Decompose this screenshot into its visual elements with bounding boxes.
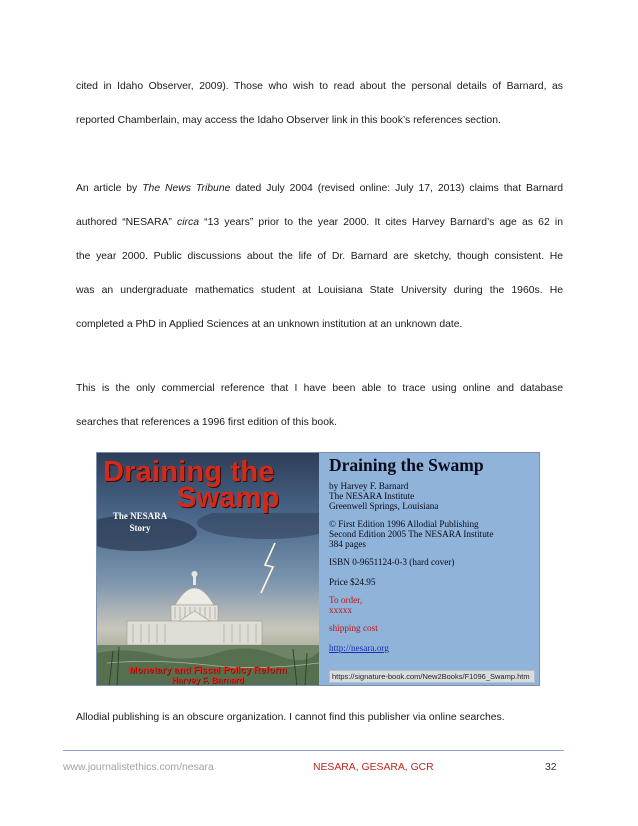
book-edition-1: © First Edition 1996 Allodial Publishing bbox=[329, 519, 479, 529]
order-placeholder: xxxxx bbox=[329, 605, 352, 615]
book-listing-figure bbox=[96, 452, 540, 686]
book-institute: The NESARA Institute bbox=[329, 491, 415, 501]
shipping-label: shipping cost bbox=[329, 623, 378, 633]
book-cover bbox=[97, 453, 319, 686]
paragraph-line: searches that references a 1996 first edition of this book. bbox=[76, 417, 338, 428]
book-title: Draining the Swamp bbox=[329, 455, 484, 475]
cover-footer-line-1: Monetary and Fiscal Policy Reform bbox=[129, 665, 287, 676]
footer-title: NESARA, GESARA, GCR bbox=[313, 762, 434, 773]
paragraph-4: Allodial publishing is an obscure organization. I cannot find this publisher via online searches. bbox=[76, 712, 505, 723]
capitol-illustration bbox=[97, 513, 319, 686]
paragraph-line: This is the only commercial reference that I have been able to trace using online and database bbox=[76, 383, 563, 394]
paragraph-line: completed a PhD in Applied Sciences at an unknown institution at an unknown date. bbox=[76, 319, 463, 330]
book-info-panel bbox=[319, 453, 540, 686]
cover-subtitle-line-2: Story bbox=[129, 523, 151, 533]
paragraph-1 bbox=[76, 80, 563, 127]
book-author: by Harvey F. Barnard bbox=[329, 481, 409, 491]
text-run: authored “NESARA” bbox=[76, 217, 178, 228]
paragraph-line: the year 2000. Public discussions about the life of Dr. Barnard are sketchy, though consistent. He bbox=[76, 251, 563, 262]
text-run: An article by bbox=[76, 183, 143, 194]
footer-url: www.journalistethics.com/nesara bbox=[63, 762, 214, 773]
text-run: “13 years” prior to the year 2000. It cites Harvey Barnard’s age as 62 in bbox=[199, 217, 563, 228]
footer-divider bbox=[63, 750, 564, 751]
book-isbn: ISBN 0-9651124-0-3 (hard cover) bbox=[329, 557, 455, 567]
order-label: To order, bbox=[329, 595, 363, 605]
paragraph-line bbox=[76, 216, 563, 229]
publication-name: The News Tribune bbox=[142, 183, 231, 194]
book-edition-2: Second Edition 2005 The NESARA Institute bbox=[329, 529, 494, 539]
nesara-link[interactable]: http://nesara.org bbox=[329, 643, 389, 653]
page-number: 32 bbox=[545, 762, 557, 773]
text-run: dated July 2004 (revised online: July 17, 2013) claims that Barnard bbox=[230, 183, 563, 194]
paragraph-2 bbox=[76, 182, 563, 331]
paragraph-line: reported Chamberlain, may access the Idaho Observer link in this book’s references section. bbox=[76, 115, 501, 126]
source-url-bar: https://signature-book.com/New2Books/F1096_Swamp.htm bbox=[329, 670, 535, 683]
cover-subtitle-line-1: The NESARA bbox=[112, 511, 168, 521]
book-pages: 384 pages bbox=[329, 539, 366, 549]
paragraph-3 bbox=[76, 382, 563, 429]
paragraph-line: was an undergraduate mathematics student at Louisiana State University during the 1960s. He bbox=[76, 285, 563, 296]
cover-title-line-2: Swamp bbox=[177, 482, 280, 514]
cover-title-line-1: Draining the bbox=[103, 456, 275, 488]
italic-term: circa bbox=[177, 217, 199, 228]
cover-author: Harvey F. Barnard bbox=[171, 675, 245, 685]
paragraph-line bbox=[76, 182, 563, 195]
paragraph-line: cited in Idaho Observer, 2009). Those who wish to read about the personal details of Barnard, as bbox=[76, 81, 563, 92]
book-location: Greenwell Springs, Louisiana bbox=[329, 501, 439, 511]
book-price: Price $24.95 bbox=[329, 577, 376, 587]
